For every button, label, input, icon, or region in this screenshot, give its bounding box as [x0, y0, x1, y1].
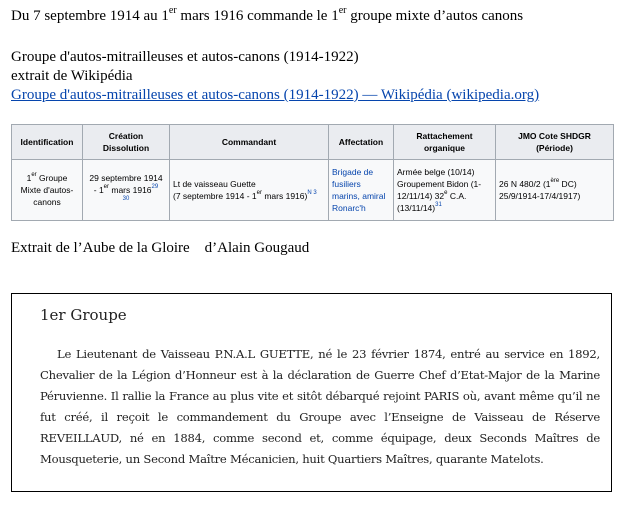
source-label: extrait de Wikipédia [11, 68, 133, 84]
superscript: er [256, 190, 262, 197]
footnote-ref-29[interactable]: 29 [151, 184, 159, 191]
extract-label: Extrait de l’Aube de la Gloire d’Alain Gougaud [11, 240, 310, 256]
footnote-ref-n3[interactable]: N 3 [307, 190, 317, 197]
text: mars 1916 [109, 185, 152, 195]
book-paragraph: Le Lieutenant de Vaisseau P.N.A.L GUETTE, né le 23 février 1874, entré au service en 1892, Chevalier de la Légion d’Honneur est à la déclaration de Guerre Chef d’Etat-Major de la Marine Péruvienne. Il rallie la France au plus vite et sitôt débarqué rejoint PARIS où, avant même qu’il ne fut créé, il reçoit le commandement du Groupe avec l’Enseigne de Vaisseau de Réserve REVEILLAUD, né en 1884, comme second et, comme équipage, deux Seconds Maîtres de Mousqueterie, un Second Maître Mécanicien, huit Quartiers Maîtres, quarante Matelots. [40, 347, 600, 466]
cell-commandant [170, 160, 329, 221]
text: Groupe [36, 173, 68, 183]
text: Armée belge (10/14) [397, 167, 475, 177]
text: 1 [26, 173, 32, 183]
text: C.A. [447, 191, 467, 201]
col-commandant: Commandant [170, 125, 329, 160]
wikipedia-table [11, 124, 614, 221]
footnote-ref-30[interactable]: 30 [122, 196, 130, 203]
cell-jmo [496, 160, 614, 221]
text: Du 7 septembre 1914 au 1 [11, 8, 169, 24]
col-jmo: JMO Cote SHDGR (Période) [496, 125, 614, 160]
text: Groupement Bidon (1- [397, 179, 482, 189]
cell-creation [83, 160, 170, 221]
text: 26 N 480/2 (1 [499, 179, 551, 189]
superscript: ère [550, 178, 560, 185]
cell-affectation[interactable] [329, 160, 394, 221]
superscript: er [31, 172, 37, 179]
superscript: er [103, 184, 110, 191]
col-creation: Création Dissolution [83, 125, 170, 160]
book-extract [11, 293, 612, 492]
heading-command-period [11, 5, 524, 25]
text: groupe mixte d’autos canons [346, 8, 524, 24]
wikipedia-link[interactable]: Groupe d'autos-mitrailleuses et autos-canons (1914-1922) — Wikipédia (wikipedia.org) [11, 87, 540, 103]
text: 25/9/1914-17/4/1917) [499, 191, 581, 201]
table-header-row [12, 125, 614, 160]
text: 29 septembre 1914 [89, 173, 163, 183]
text: canons [33, 197, 61, 207]
footnote-ref-31[interactable]: 31 [435, 202, 442, 209]
col-affectation: Affectation [329, 125, 394, 160]
text: - 1 [93, 185, 104, 195]
text: Lt de vaisseau Guette [173, 179, 256, 189]
group-title: Groupe d'autos-mitrailleuses et autos-canons (1914-1922) [11, 49, 359, 65]
col-identification: Identification [12, 125, 83, 160]
text[interactable]: marins, amiral [332, 191, 386, 201]
text: DC) [559, 179, 577, 189]
superscript: er [338, 5, 347, 16]
text: 12/11/14) 32 [397, 191, 445, 201]
cell-identification [12, 160, 83, 221]
superscript: er [168, 5, 177, 16]
text[interactable]: fusiliers [332, 179, 361, 189]
text: mars 1916) [261, 191, 308, 201]
text[interactable]: Brigade de [332, 167, 374, 177]
text[interactable]: Ronarc'h [332, 203, 366, 213]
cell-rattachement [394, 160, 496, 221]
text: (7 septembre 1914 - 1 [173, 191, 257, 201]
text: (13/11/14) [397, 203, 436, 213]
table-row [12, 160, 614, 221]
book-section-title: 1er Groupe [40, 306, 127, 324]
text: Mixte d'autos- [20, 185, 74, 195]
superscript: e [444, 190, 448, 197]
col-rattachement: Rattachement organique [394, 125, 496, 160]
text: mars 1916 commande le 1 [176, 8, 339, 24]
